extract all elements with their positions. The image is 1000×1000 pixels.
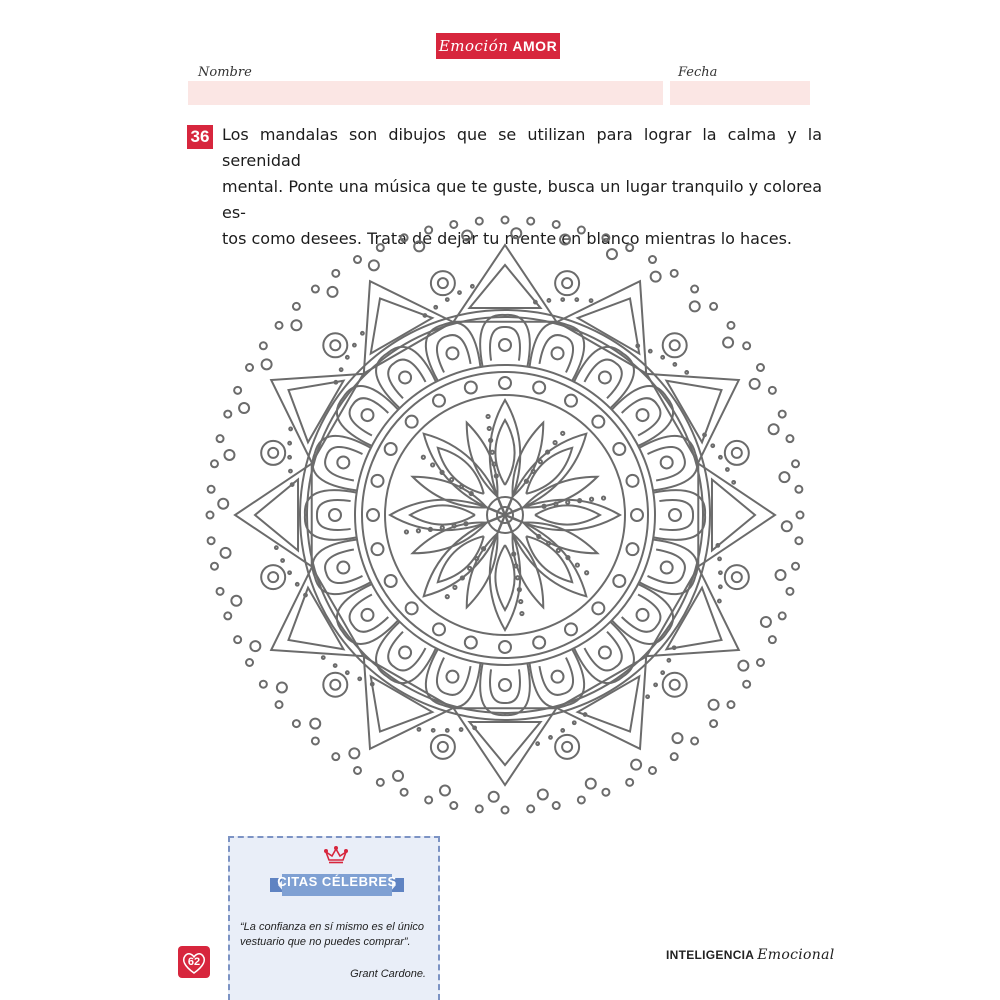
quote-box xyxy=(228,836,440,1000)
exercise-number: 36 xyxy=(187,125,213,149)
book-title-bold: INTELIGENCIA xyxy=(666,948,755,962)
instruction-line-3: tos como desees. Trata de dejar tu mente en blanco mientras lo haces. xyxy=(222,229,793,248)
header-tag-emotion: Emoción xyxy=(438,37,509,55)
header-tag-amor: AMOR xyxy=(512,38,558,54)
book-title-script: Emocional xyxy=(757,947,835,963)
date-label: Fecha xyxy=(678,65,718,80)
page-number: 62 xyxy=(187,956,201,968)
book-title xyxy=(666,947,835,963)
section-header-tag xyxy=(436,33,560,59)
name-label: Nombre xyxy=(198,65,252,80)
crown-icon xyxy=(323,844,349,864)
quote-author: Grant Cardone. xyxy=(350,968,426,980)
mandala-drawing[interactable] xyxy=(205,205,805,825)
name-field[interactable] xyxy=(188,81,663,105)
quote-text: “La confianza en sí mismo es el único vestuario que no puedes comprar”. xyxy=(240,921,425,948)
date-field[interactable] xyxy=(670,81,810,105)
instruction-line-1: Los mandalas son dibujos que se utilizan para lograr la calma y la serenidad xyxy=(222,125,822,170)
instruction-line-2: mental. Ponte una música que te guste, busca un lugar tranquilo y colorea es- xyxy=(222,177,822,222)
quote-title: CITAS CÉLEBRES xyxy=(277,874,397,889)
